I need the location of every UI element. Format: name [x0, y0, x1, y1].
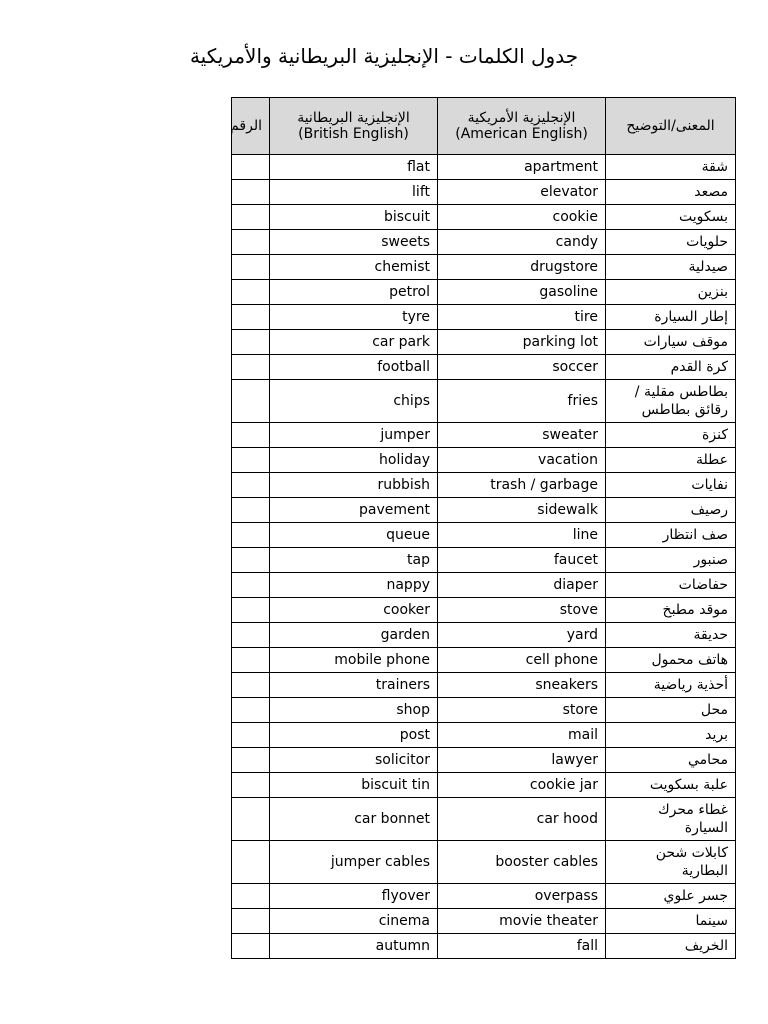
row-number-cell [232, 841, 270, 884]
table-row [232, 180, 736, 205]
american-term-cell: overpass [438, 884, 606, 909]
british-term-cell: lift [270, 180, 438, 205]
american-term-cell: movie theater [438, 909, 606, 934]
row-number-cell [232, 648, 270, 673]
row-number-cell [232, 230, 270, 255]
meaning-cell: بريد [606, 723, 736, 748]
row-number-cell [232, 884, 270, 909]
british-term-cell: garden [270, 623, 438, 648]
american-term-cell: sidewalk [438, 498, 606, 523]
meaning-cell: سينما [606, 909, 736, 934]
american-term-cell: sneakers [438, 673, 606, 698]
table-row [232, 773, 736, 798]
row-number-cell [232, 523, 270, 548]
row-number-cell [232, 573, 270, 598]
row-number-cell [232, 798, 270, 841]
row-number-cell [232, 423, 270, 448]
row-number-cell [232, 255, 270, 280]
table-row [232, 648, 736, 673]
meaning-cell: محامي [606, 748, 736, 773]
meaning-cell: أحذية رياضية [606, 673, 736, 698]
header-american: الإنجليزية الأمريكية (American English) [438, 98, 606, 155]
american-term-cell: soccer [438, 355, 606, 380]
british-term-cell: biscuit [270, 205, 438, 230]
american-term-cell: cell phone [438, 648, 606, 673]
british-term-cell: chemist [270, 255, 438, 280]
table-row [232, 355, 736, 380]
row-number-cell [232, 180, 270, 205]
british-term-cell: holiday [270, 448, 438, 473]
meaning-cell: نفايات [606, 473, 736, 498]
meaning-cell: بنزين [606, 280, 736, 305]
meaning-cell: الخريف [606, 934, 736, 959]
american-term-cell: cookie [438, 205, 606, 230]
meaning-cell: شقة [606, 155, 736, 180]
document-title: جدول الكلمات - الإنجليزية البريطانية والأمريكية [189, 44, 579, 68]
british-term-cell: flat [270, 155, 438, 180]
british-term-cell: autumn [270, 934, 438, 959]
row-number-cell [232, 155, 270, 180]
table-row [232, 884, 736, 909]
table-row [232, 673, 736, 698]
meaning-cell: موقد مطبخ [606, 598, 736, 623]
meaning-cell: حديقة [606, 623, 736, 648]
meaning-cell: علبة بسكويت [606, 773, 736, 798]
row-number-cell [232, 448, 270, 473]
table-row [232, 723, 736, 748]
table-row [232, 623, 736, 648]
table-row [232, 230, 736, 255]
american-term-cell: gasoline [438, 280, 606, 305]
american-term-cell: store [438, 698, 606, 723]
meaning-cell: إطار السيارة [606, 305, 736, 330]
row-number-cell [232, 280, 270, 305]
meaning-cell: موقف سيارات [606, 330, 736, 355]
british-term-cell: queue [270, 523, 438, 548]
british-term-cell: shop [270, 698, 438, 723]
meaning-cell: رصيف [606, 498, 736, 523]
table-row [232, 748, 736, 773]
table-row [232, 523, 736, 548]
table-row [232, 448, 736, 473]
british-term-cell: football [270, 355, 438, 380]
row-number-cell [232, 598, 270, 623]
british-term-cell: jumper [270, 423, 438, 448]
row-number-cell [232, 698, 270, 723]
table-row [232, 909, 736, 934]
row-number-cell [232, 355, 270, 380]
british-term-cell: flyover [270, 884, 438, 909]
table-row [232, 841, 736, 884]
table-row [232, 548, 736, 573]
american-term-cell: trash / garbage [438, 473, 606, 498]
table-row [232, 798, 736, 841]
british-term-cell: car bonnet [270, 798, 438, 841]
table-row [232, 155, 736, 180]
meaning-cell: مصعد [606, 180, 736, 205]
row-number-cell [232, 623, 270, 648]
british-term-cell: tyre [270, 305, 438, 330]
table-row [232, 934, 736, 959]
meaning-cell: كنزة [606, 423, 736, 448]
vocabulary-table [231, 97, 736, 959]
british-term-cell: post [270, 723, 438, 748]
american-term-cell: candy [438, 230, 606, 255]
british-term-cell: cinema [270, 909, 438, 934]
american-term-cell: drugstore [438, 255, 606, 280]
table-row [232, 380, 736, 423]
meaning-cell: صف انتظار [606, 523, 736, 548]
american-term-cell: yard [438, 623, 606, 648]
british-term-cell: mobile phone [270, 648, 438, 673]
meaning-cell: محل [606, 698, 736, 723]
table-body [232, 155, 736, 959]
table-row [232, 423, 736, 448]
american-term-cell: elevator [438, 180, 606, 205]
table-header [232, 98, 736, 155]
american-term-cell: booster cables [438, 841, 606, 884]
header-number: الرقم [232, 98, 270, 155]
row-number-cell [232, 548, 270, 573]
american-term-cell: tire [438, 305, 606, 330]
table-row [232, 598, 736, 623]
header-british: الإنجليزية البريطانية (British English) [270, 98, 438, 155]
row-number-cell [232, 205, 270, 230]
british-term-cell: biscuit tin [270, 773, 438, 798]
american-term-cell: diaper [438, 573, 606, 598]
american-term-cell: vacation [438, 448, 606, 473]
row-number-cell [232, 773, 270, 798]
row-number-cell [232, 909, 270, 934]
meaning-cell: كرة القدم [606, 355, 736, 380]
table-row [232, 280, 736, 305]
american-term-cell: parking lot [438, 330, 606, 355]
british-term-cell: cooker [270, 598, 438, 623]
british-term-cell: chips [270, 380, 438, 423]
american-term-cell: cookie jar [438, 773, 606, 798]
american-term-cell: fall [438, 934, 606, 959]
header-meaning: المعنى/التوضيح [606, 98, 736, 155]
row-number-cell [232, 673, 270, 698]
meaning-cell: هاتف محمول [606, 648, 736, 673]
meaning-cell: جسر علوي [606, 884, 736, 909]
meaning-cell: حلويات [606, 230, 736, 255]
british-term-cell: solicitor [270, 748, 438, 773]
row-number-cell [232, 748, 270, 773]
header-row [232, 98, 736, 155]
table-row [232, 330, 736, 355]
british-term-cell: pavement [270, 498, 438, 523]
american-term-cell: fries [438, 380, 606, 423]
british-term-cell: tap [270, 548, 438, 573]
table-row [232, 305, 736, 330]
british-term-cell: rubbish [270, 473, 438, 498]
british-term-cell: car park [270, 330, 438, 355]
meaning-cell: غطاء محرك السيارة [606, 798, 736, 841]
american-term-cell: faucet [438, 548, 606, 573]
table-row [232, 205, 736, 230]
american-term-cell: sweater [438, 423, 606, 448]
american-term-cell: car hood [438, 798, 606, 841]
table-row [232, 698, 736, 723]
meaning-cell: بسكويت [606, 205, 736, 230]
meaning-cell: صنبور [606, 548, 736, 573]
row-number-cell [232, 305, 270, 330]
table-row [232, 573, 736, 598]
table-row [232, 498, 736, 523]
row-number-cell [232, 498, 270, 523]
british-term-cell: jumper cables [270, 841, 438, 884]
british-term-cell: trainers [270, 673, 438, 698]
meaning-cell: بطاطس مقلية / رقائق بطاطس [606, 380, 736, 423]
american-term-cell: stove [438, 598, 606, 623]
meaning-cell: حفاضات [606, 573, 736, 598]
row-number-cell [232, 723, 270, 748]
meaning-cell: عطلة [606, 448, 736, 473]
row-number-cell [232, 473, 270, 498]
british-term-cell: nappy [270, 573, 438, 598]
american-term-cell: mail [438, 723, 606, 748]
american-term-cell: lawyer [438, 748, 606, 773]
table-row [232, 255, 736, 280]
british-term-cell: petrol [270, 280, 438, 305]
row-number-cell [232, 380, 270, 423]
meaning-cell: صيدلية [606, 255, 736, 280]
british-term-cell: sweets [270, 230, 438, 255]
row-number-cell [232, 330, 270, 355]
row-number-cell [232, 934, 270, 959]
table-row [232, 473, 736, 498]
meaning-cell: كابلات شحن البطارية [606, 841, 736, 884]
american-term-cell: apartment [438, 155, 606, 180]
american-term-cell: line [438, 523, 606, 548]
